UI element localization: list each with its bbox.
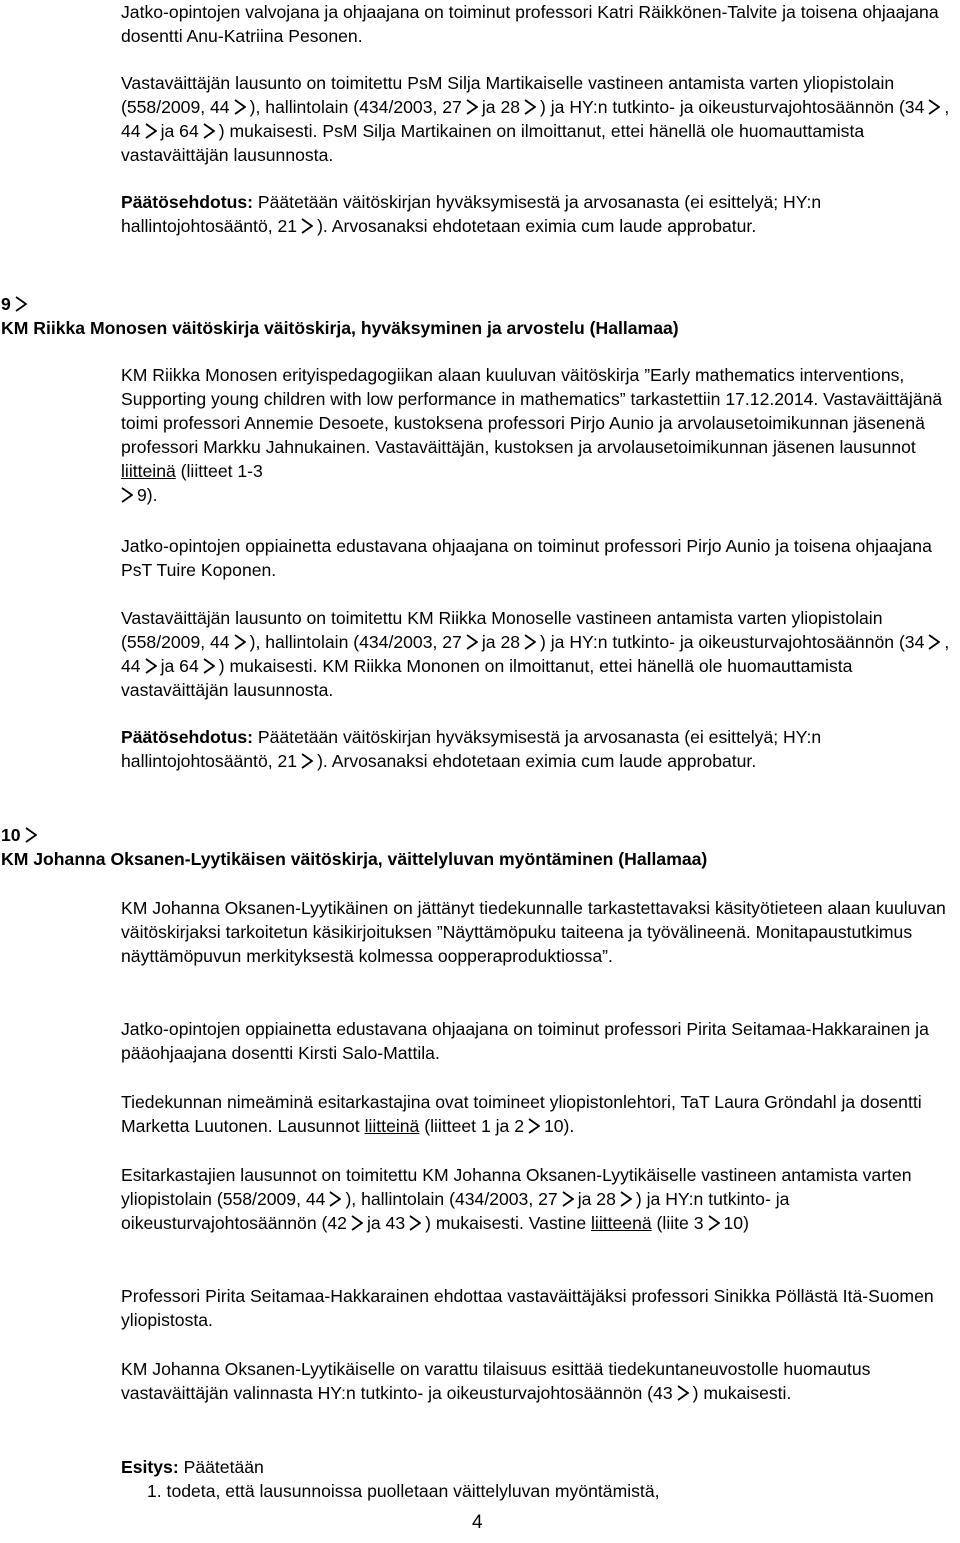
section-sign-icon	[145, 122, 157, 140]
text-run: ja 28	[577, 1189, 616, 1209]
list-item: 1. todeta, että lausunnoissa puolletaan väittelyluvan myöntämistä,	[147, 1481, 660, 1501]
text-run: ja 28	[481, 632, 521, 652]
text-run: ) ja HY:n tutkinto- ja oikeusturvajohtosäännön (34	[540, 632, 925, 652]
section-10-proposal	[121, 1455, 956, 1479]
text-run: , 44	[121, 97, 950, 141]
section-sign-icon	[351, 1214, 363, 1232]
section-sign-icon	[203, 122, 215, 140]
text-run: ), hallintolain (434/2003, 27	[249, 97, 462, 117]
section-10-title: KM Johanna Oksanen-Lyytikäisen väitöskirja, väittelyluvan myöntäminen (Hallamaa)	[1, 849, 708, 869]
attachments-link[interactable]: liitteinä	[121, 461, 176, 481]
text-run: , 44	[121, 632, 950, 676]
section-sign-icon	[409, 1214, 421, 1232]
section-sign-icon	[203, 657, 215, 675]
attachment-link[interactable]: liitteenä	[591, 1213, 652, 1233]
section-sign-icon	[234, 633, 246, 651]
section-10-paragraph-preexaminers	[121, 1090, 956, 1138]
intro-decision-proposal	[121, 190, 956, 238]
page-number: 4	[472, 1512, 483, 1533]
section-sign-icon	[25, 826, 37, 844]
section-9-paragraph-supervisors: Jatko-opintojen oppiainetta edustavana ohjaajana on toiminut professori Pirjo Aunio ja toisena ohjaajana PsT Tuire Koponen.	[121, 536, 932, 580]
text-run: Päätetään väitöskirjan hyväksymisestä ja arvosanasta (ei esittelyä; HY:n hallintojohtosääntö, 21	[121, 727, 822, 771]
decision-label: Päätösehdotus:	[121, 192, 253, 212]
section-number: 9	[1, 294, 11, 314]
text-run: ) ja HY:n tutkinto- ja oikeusturvajohtosäännön (34	[540, 97, 925, 117]
section-sign-icon	[677, 1384, 689, 1402]
section-sign-icon	[15, 295, 27, 313]
section-10-number	[1, 823, 951, 847]
section-sign-icon	[928, 633, 940, 651]
text-run: Vastaväittäjän lausunto on toimitettu KM Riikka Monoselle vastineen antamista varten yliopistolain (558/2009, 44	[121, 608, 883, 652]
text-run: (liitteet 1 ja 2	[419, 1116, 524, 1136]
text-run: Päätetään väitöskirjan hyväksymisestä ja arvosanasta (ei esittelyä; HY:n hallintojohtosääntö, 21	[121, 192, 822, 236]
text-run: ) mukaisesti. Vastine	[425, 1213, 592, 1233]
proposal-label: Esitys:	[121, 1457, 179, 1477]
section-sign-icon	[121, 486, 133, 504]
section-sign-icon	[562, 1190, 574, 1208]
section-10-paragraph-objection-notice	[121, 1357, 956, 1405]
section-sign-icon	[234, 98, 246, 116]
section-10-paragraph-statements	[121, 1163, 956, 1235]
text-run: ) mukaisesti. PsM Silja Martikainen on ilmoittanut, ettei hänellä ole huomauttamista vastaväittäjän lausunnosta.	[121, 121, 865, 165]
text-run: Tiedekunnan nimeäminä esitarkastajina ovat toimineet yliopistonlehtori, TaT Laura Gröndahl ja dosentti Marketta Luutonen. Lausunnot	[121, 1092, 922, 1136]
text-run: Vastaväittäjän lausunto on toimitettu PsM Silja Martikaiselle vastineen antamista varten yliopistolain (558/2009, 44	[121, 73, 895, 117]
section-sign-icon	[301, 752, 313, 770]
section-10-paragraph-manuscript: KM Johanna Oksanen-Lyytikäinen on jättänyt tiedekunnalle tarkastettavaksi käsityötieteen alaan kuuluvan väitöskirjaksi tarkoitetun käsikirjoituksen ”Näyttämöpuku taiteena ja työvälineenä. Monitapaustutkimus näyttämöpuvun merkityksestä kolmessa oopperaproduktiossa”.	[121, 898, 946, 966]
section-sign-icon	[301, 217, 313, 235]
text-run: Esitarkastajien lausunnot on toimitettu KM Johanna Oksanen-Lyytikäiselle vastineen antamista varten yliopistolain (558/2009, 44	[121, 1165, 912, 1209]
section-sign-icon	[329, 1190, 341, 1208]
text-run: ), hallintolain (434/2003, 27	[249, 632, 462, 652]
intro-paragraph-supervisors: Jatko-opintojen valvojana ja ohjaajana on toiminut professori Katri Räikkönen-Talvite ja toisena ohjaajana dosentti Anu-Katriina Pesonen.	[121, 2, 939, 46]
text-run: ). Arvosanaksi ehdotetaan eximia cum laude approbatur.	[317, 216, 757, 236]
text-run: 10)	[723, 1213, 749, 1233]
text-run: 10).	[543, 1116, 575, 1136]
proposal-list	[147, 1479, 660, 1503]
section-sign-icon	[466, 633, 478, 651]
text-run: ) ja HY:n tutkinto- ja oikeusturvajohtosäännön (42	[121, 1189, 790, 1233]
section-sign-icon	[524, 633, 536, 651]
section-sign-icon	[928, 98, 940, 116]
text-run: ja 28	[481, 97, 521, 117]
section-sign-icon	[145, 657, 157, 675]
intro-paragraph-opponent-statement	[121, 71, 956, 167]
text-run: ) mukaisesti. KM Riikka Mononen on ilmoittanut, ettei hänellä ole huomauttamista vastaväittäjän lausunnosta.	[121, 656, 853, 700]
text-run: ja 43	[366, 1213, 406, 1233]
text-run: ). Arvosanaksi ehdotetaan eximia cum laude approbatur.	[317, 751, 757, 771]
attachments-link[interactable]: liitteinä	[364, 1116, 420, 1136]
section-number: 10	[1, 825, 21, 845]
text-run: ja 64	[160, 121, 199, 141]
section-9-paragraph-dissertation	[121, 363, 956, 507]
section-sign-icon	[466, 98, 478, 116]
section-9-decision-proposal	[121, 725, 956, 773]
section-9-title: KM Riikka Monosen väitöskirja väitöskirja, hyväksyminen ja arvostelu (Hallamaa)	[1, 318, 679, 338]
text-run: ja 64	[160, 656, 199, 676]
text-run: KM Johanna Oksanen-Lyytikäiselle on varattu tilaisuus esittää tiedekuntaneuvostolle huomautus vastaväittäjän valinnasta HY:n tutkinto- ja oikeusturvajohtosäännön (43	[121, 1359, 871, 1403]
section-sign-icon	[708, 1214, 720, 1232]
section-sign-icon	[620, 1190, 632, 1208]
text-run: ) mukaisesti.	[692, 1383, 792, 1403]
section-sign-icon	[528, 1117, 540, 1135]
text-run: Päätetään	[178, 1457, 264, 1477]
section-sign-icon	[524, 98, 536, 116]
text-run: KM Riikka Monosen erityispedagogiikan alaan kuuluvan väitöskirja ”Early mathematics interventions, Supporting young children with low performance in mathematics” tarkastettiin 17.12.2014. Vastaväittäjänä toimi professori Annemie Desoete, kustoksena professori Pirjo Aunio ja arvolausetoimikunnan jäsenenä professori Markku Jahnukainen. Vastaväittäjän, kustoksen ja arvolausetoimikunnan jäsenen lausunnot	[121, 365, 943, 457]
text-run: (liite 3	[651, 1213, 704, 1233]
section-9-paragraph-opponent-statement	[121, 606, 956, 702]
text-run: ), hallintolain (434/2003, 27	[345, 1189, 558, 1209]
section-10-paragraph-supervisors: Jatko-opintojen oppiainetta edustavana ohjaajana on toiminut professori Pirita Seitamaa-Hakkarainen ja pääohjaajana dosentti Kirsti Salo-Mattila.	[121, 1019, 929, 1063]
section-9-number	[1, 292, 951, 316]
text-run: (liitteet 1-3	[175, 461, 263, 481]
decision-label: Päätösehdotus:	[121, 727, 253, 747]
section-10-paragraph-opponent-proposal: Professori Pirita Seitamaa-Hakkarainen ehdottaa vastaväittäjäksi professori Sinikka Pöllästä Itä-Suomen yliopistosta.	[121, 1286, 934, 1330]
text-run: 9).	[137, 485, 158, 505]
